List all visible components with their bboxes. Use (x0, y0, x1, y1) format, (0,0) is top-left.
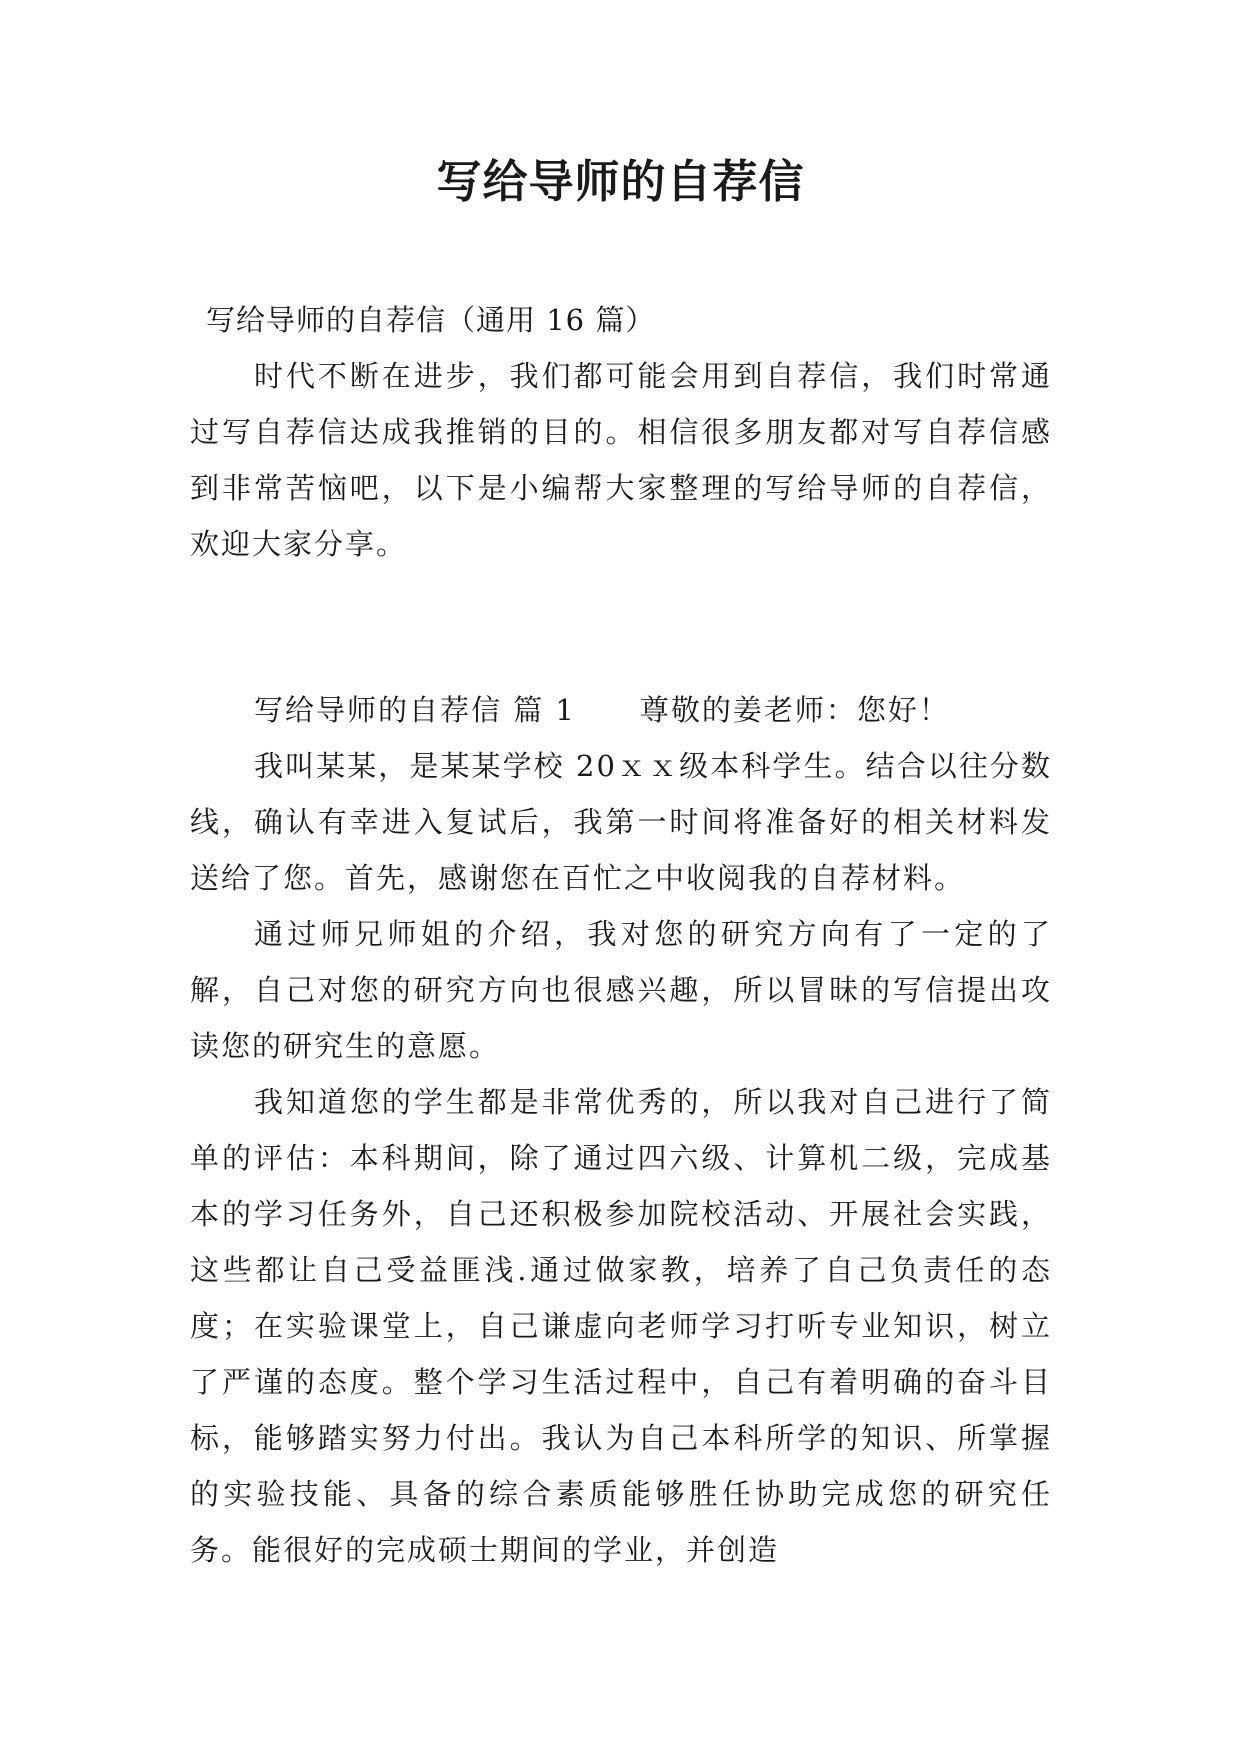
section-heading: 写给导师的自荐信 篇 1 (254, 693, 576, 727)
document-body (190, 292, 1052, 1578)
section-heading-line (190, 682, 1052, 738)
body-paragraph: 通过师兄师姐的介绍，我对您的研究方向有了一定的了解，自己对您的研究方向也很感兴趣，所以冒昧的写信提出攻读您的研究生的意愿。 (190, 917, 1052, 1063)
body-paragraph: 我叫某某，是某某学校 20ｘｘ级本科学生。结合以往分数线，确认有幸进入复试后，我第一时间将准备好的相关材料发送给了您。首先，感谢您在百忙之中收阅我的自荐材料。 (190, 749, 1052, 895)
body-paragraph: 我知道您的学生都是非常优秀的，所以我对自己进行了简单的评估：本科期间，除了通过四六级、计算机二级，完成基本的学习任务外，自己还积极参加院校活动、开展社会实践，这些都让自己受益匪浅.通过做家教，培养了自己负责任的态度；在实验课堂上，自己谦虚向老师学习打听专业知识，树立了严谨的态度。整个学习生活过程中，自己有着明确的奋斗目标，能够踏实努力付出。我认为自己本科所学的知识、所掌握的实验技能、具备的综合素质能够胜任协助完成您的研究任务。能很好的完成硕士期间的学业，并创造 (190, 1085, 1052, 1567)
section-spacer (190, 572, 1052, 682)
document-subtitle: 写给导师的自荐信（通用 16 篇） (206, 303, 656, 337)
document-title: 写给导师的自荐信 (436, 155, 805, 208)
intro-paragraph: 时代不断在进步，我们都可能会用到自荐信，我们时常通过写自荐信达成我推销的目的。相信很多朋友都对写自荐信感到非常苦恼吧，以下是小编帮大家整理的写给导师的自荐信，欢迎大家分享。 (190, 359, 1052, 561)
salutation: 尊敬的姜老师：您好！ (639, 693, 950, 727)
